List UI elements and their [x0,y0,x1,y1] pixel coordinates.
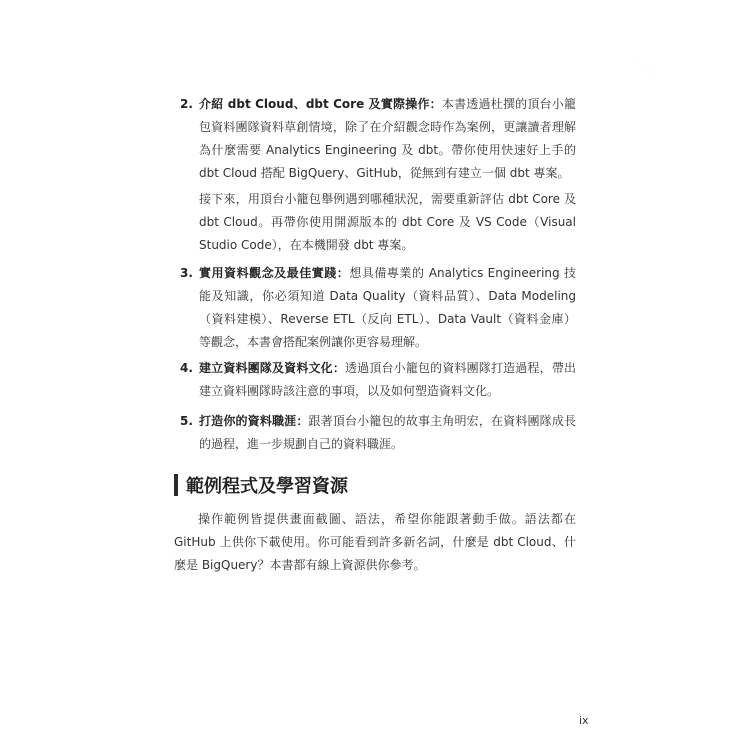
list-item [180,93,576,185]
list-item [180,262,576,354]
list-number: 3. [180,266,193,280]
list-item [180,410,576,456]
list-lead: 實用資料觀念及最佳實踐： [199,266,350,280]
list-text: 本書透過杜撰的頂台小籠包資料團隊資料草創情境，除了在介紹觀念時作為案例，更讓讀者理解為什麼需要 Analytics Engineering 及 dbt。帶你使用快速好上手的 dbt Cloud 搭配 BigQuery、GitHub，從無到有建立一個 dbt 專案。 [199,97,576,180]
list-lead: 介紹 dbt Cloud、dbt Core 及實際操作： [199,97,442,111]
list-text: 接下來，用頂台小籠包舉例遇到哪種狀況，需要重新評估 dbt Core 及 dbt Cloud。再帶你使用開源版本的 dbt Core 及 VS Code（Visual Studio Code），在本機開發 dbt 專案。 [199,192,576,252]
section-heading [174,472,348,498]
list-lead: 建立資料團隊及資料文化： [199,361,345,375]
list-text: 透過頂台小籠包的資料團隊打造過程，帶出建立資料團隊時該注意的事項，以及如何塑造資料文化。 [199,361,576,398]
list-number: 4. [180,361,193,375]
page-margin [0,0,98,750]
page-number: ix [579,714,589,727]
section-paragraph: 操作範例皆提供畫面截圖、語法，希望你能跟著動手做。語法都在 GitHub 上供你下載使用。你可能看到許多新名詞，什麼是 dbt Cloud、什麼是 BigQuery？本書都有線上資源供你參考。 [174,512,576,572]
list-item-continuation [180,188,576,257]
list-number: 5. [180,414,193,428]
heading-bar [174,474,178,496]
list-number: 2. [180,97,193,111]
list-text: 想具備專業的 Analytics Engineering 技能及知識，你必須知道 Data Quality（資料品質）、Data Modeling（資料建模）、Reverse ETL（反向 ETL）、Data Vault（資料金庫）等觀念，本書會搭配案例讓你更容易理解。 [199,266,576,349]
list-text: 跟著頂台小籠包的故事主角明宏，在資料團隊成長的過程，進一步規劃自己的資料職涯。 [199,414,576,451]
list-lead: 打造你的資料職涯： [199,414,309,428]
list-item [180,357,576,403]
section-heading-text: 範例程式及學習資源 [186,476,348,497]
